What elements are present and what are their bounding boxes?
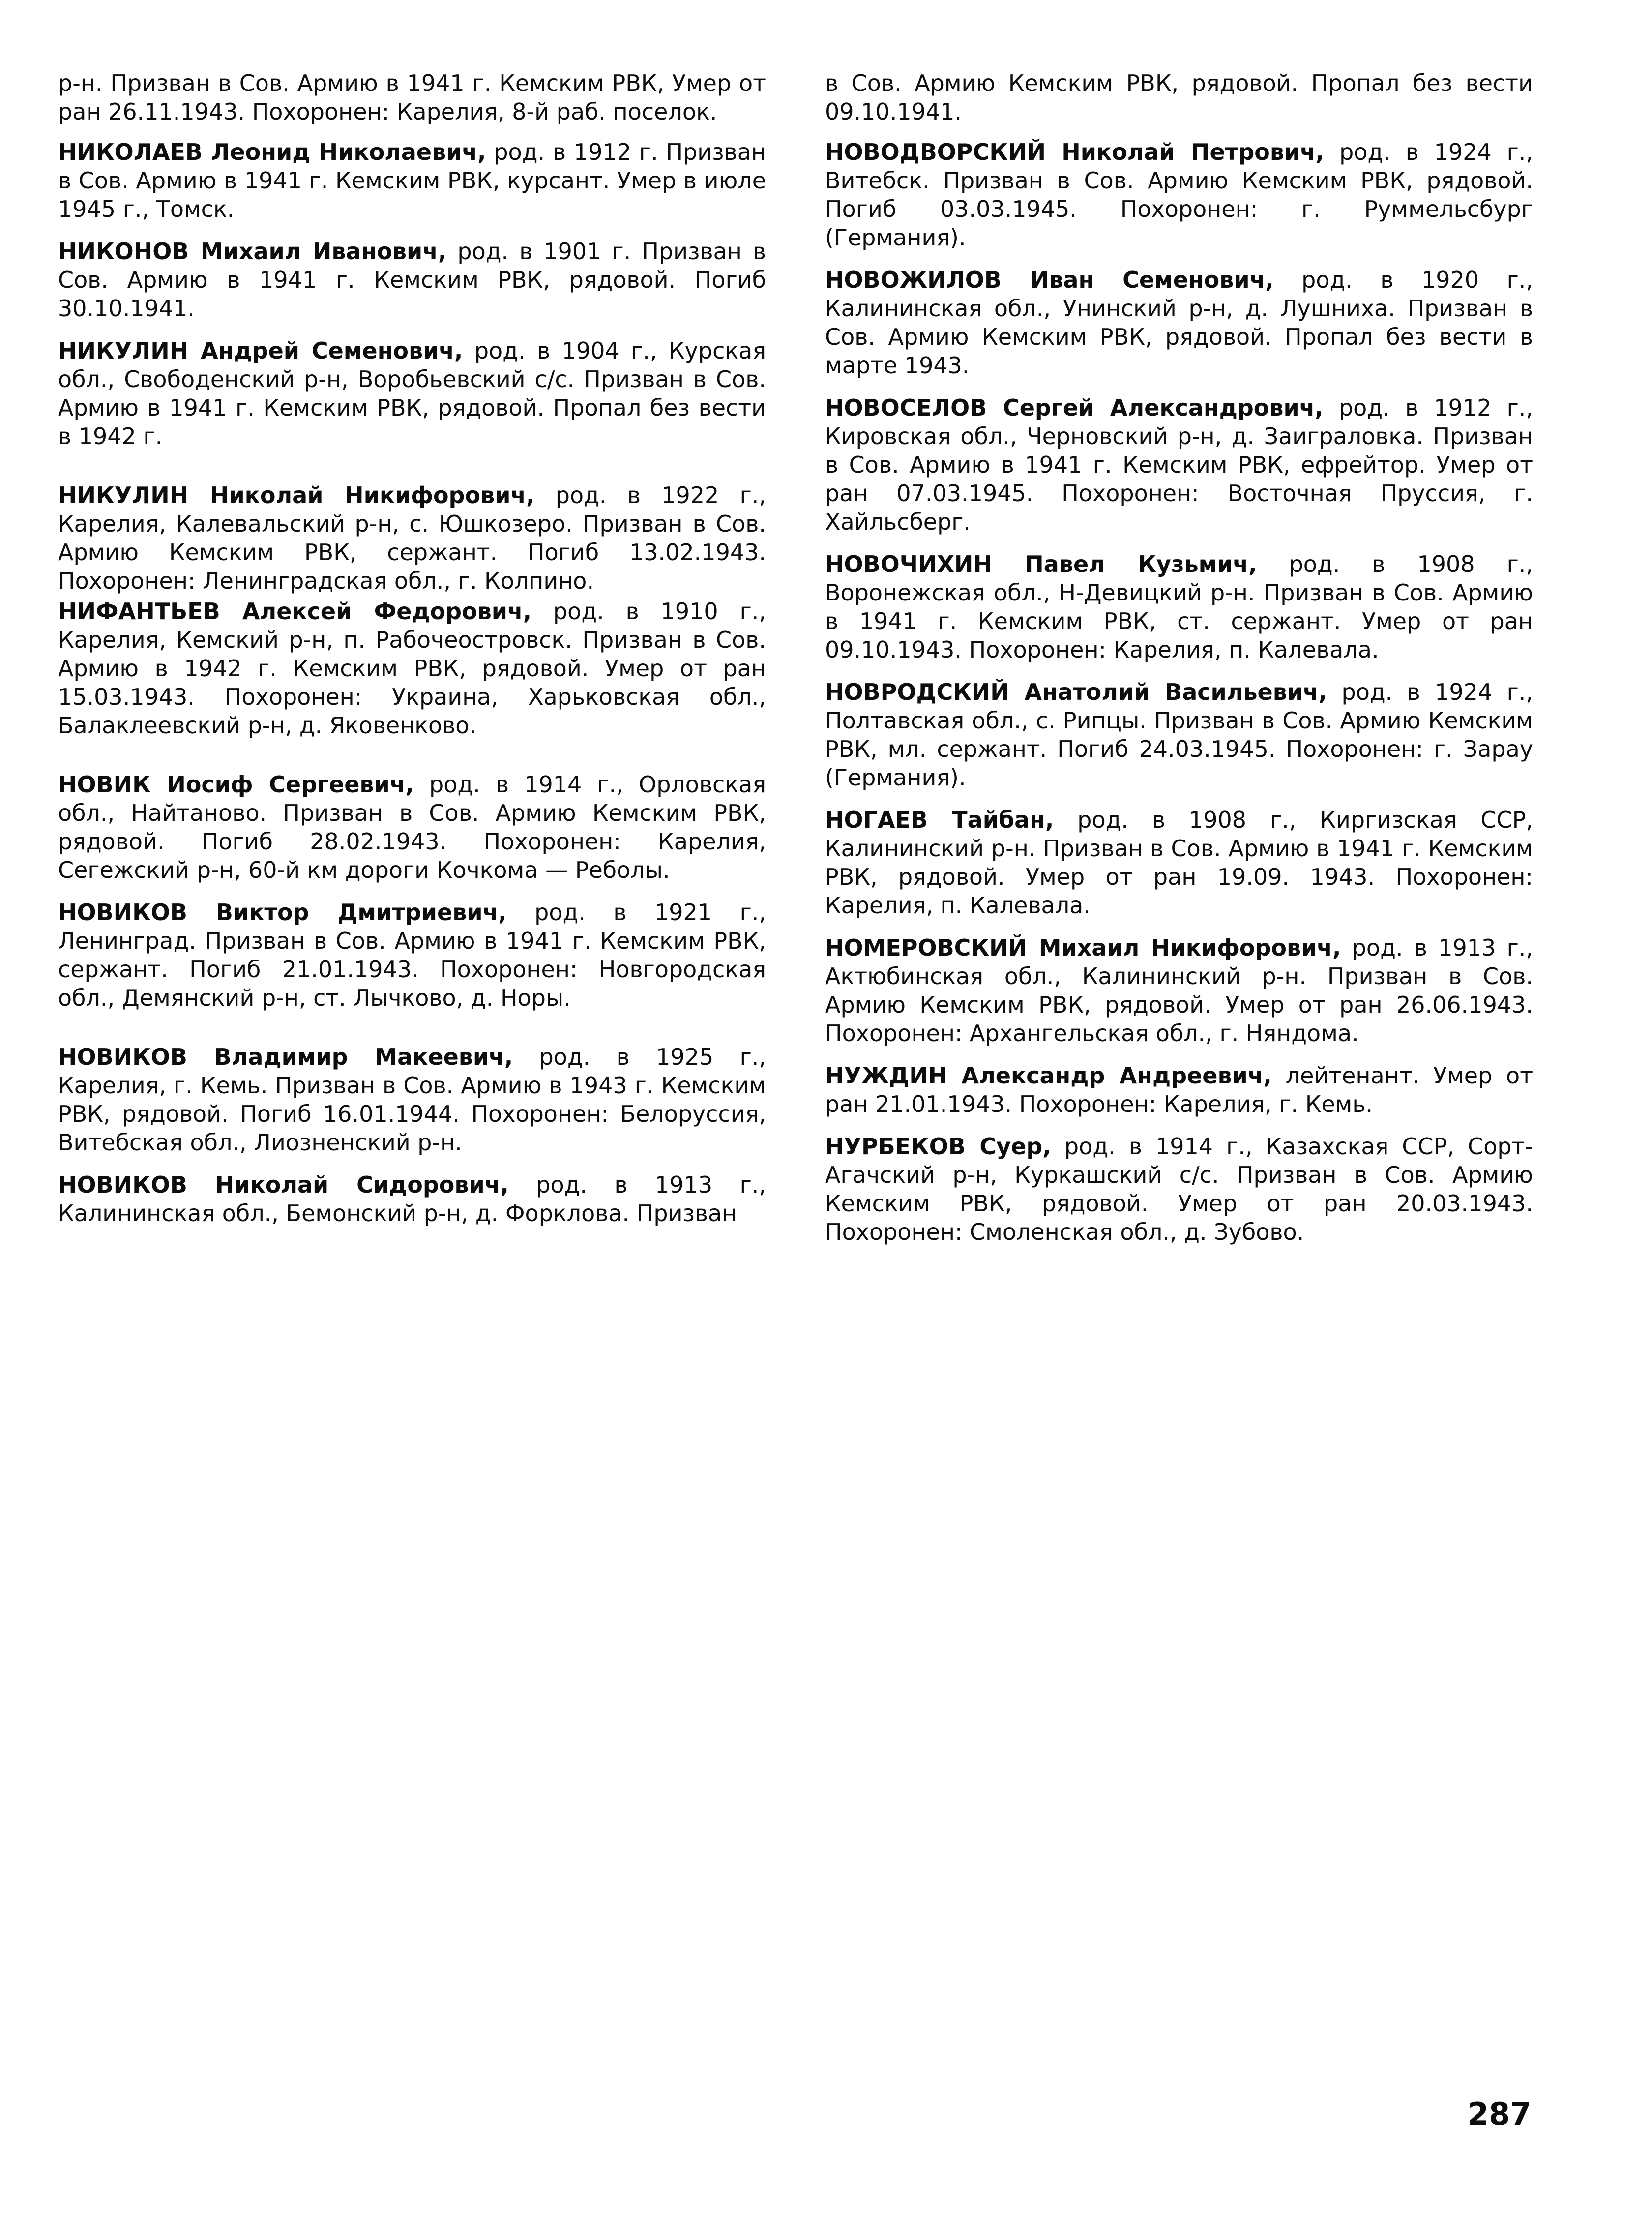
list-item (58, 138, 766, 223)
entry-name: НИКОЛАЕВ Леонид Николаевич, (58, 139, 486, 165)
entry-text: род. в 1910 г., Карелия, Кемский р-н, п. Рабочеостровск. Призван в Сов. Армию в 1942 г. Кемским РВК, рядовой. Умер от ран 15.03.1943. Похоронен: Украина, Харьковская обл., Балаклеевский р-н, д. Яковенково. (58, 598, 766, 739)
list-item (58, 898, 766, 1012)
list-item (825, 550, 1533, 664)
list-item (58, 481, 766, 595)
list-item (58, 770, 766, 884)
list-item (58, 1170, 766, 1228)
entry-text: род. в 1924 г., Витебск. Призван в Сов. Армию Кемским РВК, рядовой. Погиб 03.03.1945. Похоронен: г. Руммельсбург (Германия). (825, 139, 1533, 251)
entry-name: НОВРОДСКИЙ Анатолий Васильевич, (825, 679, 1328, 705)
entry-name: НОВОЖИЛОВ Иван Семенович, (825, 267, 1274, 293)
entry-text: род. в 1908 г., Киргизская ССР, Калининский р-н. Призван в Сов. Армию в 1941 г. Кемским РВК, рядовой. Умер от ран 19.09. 1943. Похоронен: Карелия, п. Калевала. (825, 807, 1533, 919)
list-item (825, 1061, 1533, 1118)
entry-text: род. в 1925 г., Карелия, г. Кемь. Призван в Сов. Армию в 1943 г. Кемским РВК, рядовой. Погиб 16.01.1944. Похоронен: Белоруссия, Витебская обл., Лиозненский р-н. (58, 1044, 766, 1156)
list-item (825, 266, 1533, 380)
entry-text: род. в 1912 г. Призван в Сов. Армию в 1941 г. Кемским РВК, курсант. Умер в июле 1945 г., Томск. (58, 139, 766, 222)
list-item (825, 933, 1533, 1048)
entry-text: род. в 1922 г., Карелия, Калевальский р-н, с. Юшкозеро. Призван в Сов. Армию Кемским РВК, сержант. Погиб 13.02.1943. Похоронен: Ленинградская обл., г. Колпино. (58, 482, 766, 594)
entry-text: род. в 1908 г., Воронежская обл., Н-Девицкий р-н. Призван в Сов. Армию в 1941 г. Кемским РВК, ст. сержант. Умер от ран 09.10.1943. Похоронен: Карелия, п. Калевала. (825, 551, 1533, 663)
page-number: 287 (1468, 2096, 1532, 2132)
entry-name: НИКУЛИН Андрей Семенович, (58, 337, 463, 364)
entry-text: род. в 1914 г., Казахская ССР, Сорт-Агачский р-н, Куркашский с/с. Призван в Сов. Армию Кемским РВК, рядовой. Умер от ран 20.03.1943. Похоронен: Смоленская обл., д. Зубово. (825, 1133, 1533, 1245)
entry-name: НОВИК Иосиф Сергеевич, (58, 771, 414, 798)
entry-text: род. в 1914 г., Орловская обл., Найтаново. Призван в Сов. Армию Кемским РВК, рядовой. Погиб 28.02.1943. Похоронен: Карелия, Сегежский р-н, 60-й км дороги Кочкома — Реболы. (58, 771, 766, 883)
list-item (58, 69, 766, 126)
list-item (58, 237, 766, 323)
entry-text: род. в 1921 г., Ленинград. Призван в Сов. Армию в 1941 г. Кемским РВК, сержант. Погиб 21.01.1943. Похоронен: Новгородская обл., Демянский р-н, ст. Лычково, д. Норы. (58, 899, 766, 1011)
entry-name: НОМЕРОВСКИЙ Михаил Никифорович, (825, 934, 1341, 961)
list-item (825, 1132, 1533, 1246)
entry-name: НОВОДВОРСКИЙ Николай Петрович, (825, 139, 1325, 165)
entry-name: НУРБЕКОВ Суер, (825, 1133, 1051, 1160)
list-item (825, 806, 1533, 920)
list-item (825, 393, 1533, 536)
entry-text: род. в 1912 г., Кировская обл., Черновский р-н, д. Заиграловка. Призван в Сов. Армию в 1941 г. Кемским РВК, ефрейтор. Умер от ран 07.03.1945. Похоронен: Восточная Пруссия, г. Хайльсберг. (825, 394, 1533, 535)
entry-name: НИФАНТЬЕВ Алексей Федорович, (58, 598, 532, 625)
list-item (58, 597, 766, 740)
entry-name: НОГАЕВ Тайбан, (825, 807, 1054, 833)
entry-name: НОВОЧИХИН Павел Кузьмич, (825, 551, 1257, 577)
list-item (58, 1043, 766, 1157)
entry-text: род. в 1913 г., Актюбинская обл., Калининский р-н. Призван в Сов. Армию Кемским РВК, рядовой. Умер от ран 26.06.1943. Похоронен: Архангельская обл., г. Няндома. (825, 934, 1533, 1047)
entry-text: род. в 1920 г., Калининская обл., Унинский р-н, д. Лушниха. Призван в Сов. Армию Кемским РВК, рядовой. Пропал без вести в марте 1943. (825, 267, 1533, 379)
entry-text: род. в 1904 г., Курская обл., Свободенский р-н, Воробьевский с/с. Призван в Сов. Армию в 1941 г. Кемским РВК, рядовой. Пропал без вести в 1942 г. (58, 337, 766, 450)
entry-name: НИКУЛИН Николай Никифорович, (58, 482, 535, 509)
entry-name: НУЖДИН Александр Андреевич, (825, 1062, 1272, 1089)
entry-name: НОВОСЕЛОВ Сергей Александрович, (825, 394, 1324, 421)
entry-text: лейтенант. Умер от ран 21.01.1943. Похоронен: Карелия, г. Кемь. (825, 1062, 1533, 1117)
list-item (58, 336, 766, 450)
entry-text: род. в 1913 г., Калининская обл., Бемонский р-н, д. Форклова. Призван (58, 1171, 766, 1227)
entry-name: НОВИКОВ Виктор Дмитриевич, (58, 899, 507, 926)
list-item (825, 678, 1533, 792)
entry-text: р-н. Призван в Сов. Армию в 1941 г. Кемским РВК, Умер от ран 26.11.1943. Похоронен: Карелия, 8-й раб. поселок. (58, 70, 766, 125)
list-item (825, 138, 1533, 252)
right-column (825, 69, 1533, 1260)
list-item (825, 69, 1533, 126)
entry-text: род. в 1901 г. Призван в Сов. Армию в 1941 г. Кемским РВК, рядовой. Погиб 30.10.1941. (58, 238, 766, 322)
entry-text: род. в 1924 г., Полтавская обл., с. Рипцы. Призван в Сов. Армию Кемским РВК, мл. сержант. Погиб 24.03.1945. Похоронен: г. Зарау (Германия). (825, 679, 1533, 791)
entry-name: НОВИКОВ Николай Сидорович, (58, 1171, 509, 1198)
entry-name: НОВИКОВ Владимир Макеевич, (58, 1044, 513, 1070)
entry-name: НИКОНОВ Михаил Иванович, (58, 238, 447, 265)
entry-text: в Сов. Армию Кемским РВК, рядовой. Пропал без вести 09.10.1941. (825, 70, 1533, 125)
left-column (58, 69, 766, 1241)
